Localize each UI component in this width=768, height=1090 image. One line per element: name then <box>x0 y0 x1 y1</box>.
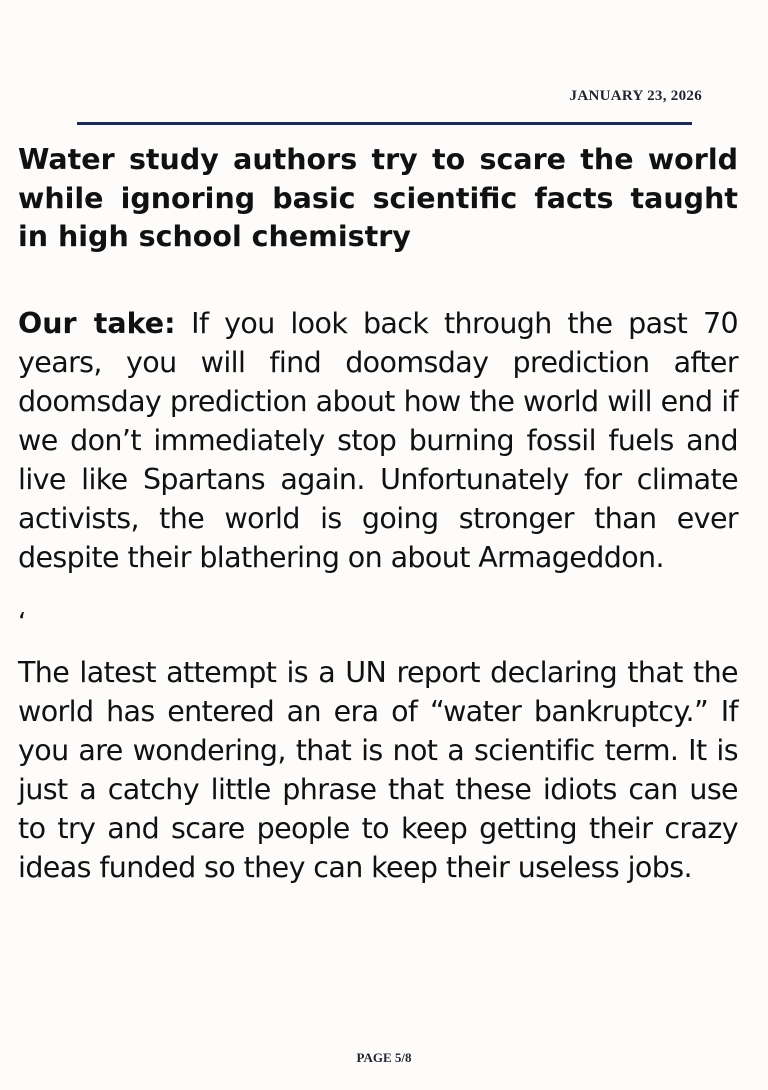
article-headline: Water study authors try to scare the world while ignoring basic scientific facts taught in high school chemistry <box>18 143 738 253</box>
article-paragraph-1 <box>18 304 738 577</box>
header-divider <box>77 122 692 125</box>
our-take-label: Our take: <box>18 307 176 340</box>
page-number: PAGE 5/8 <box>356 1050 412 1065</box>
date-label: JANUARY 23, 2026 <box>569 88 702 104</box>
paragraph-1-text: If you look back through the past 70 years, you will find doomsday prediction after doomsday prediction about how the world will end if we don’t immediately stop burning fossil fuels and live like Spartans again. Unfortunately for climate activists, the world is going stronger than ever despite their blathering on about Armageddon. <box>18 307 739 574</box>
stray-quote-mark: ‘ <box>18 608 27 638</box>
article-paragraph-2: The latest attempt is a UN report declaring that the world has entered an era of “water bankruptcy.” If you are wondering, that is not a scientific term. It is just a catchy little phrase that these idiots can use to try and scare people to keep getting their crazy ideas funded so they can keep their useless jobs. <box>18 656 738 884</box>
